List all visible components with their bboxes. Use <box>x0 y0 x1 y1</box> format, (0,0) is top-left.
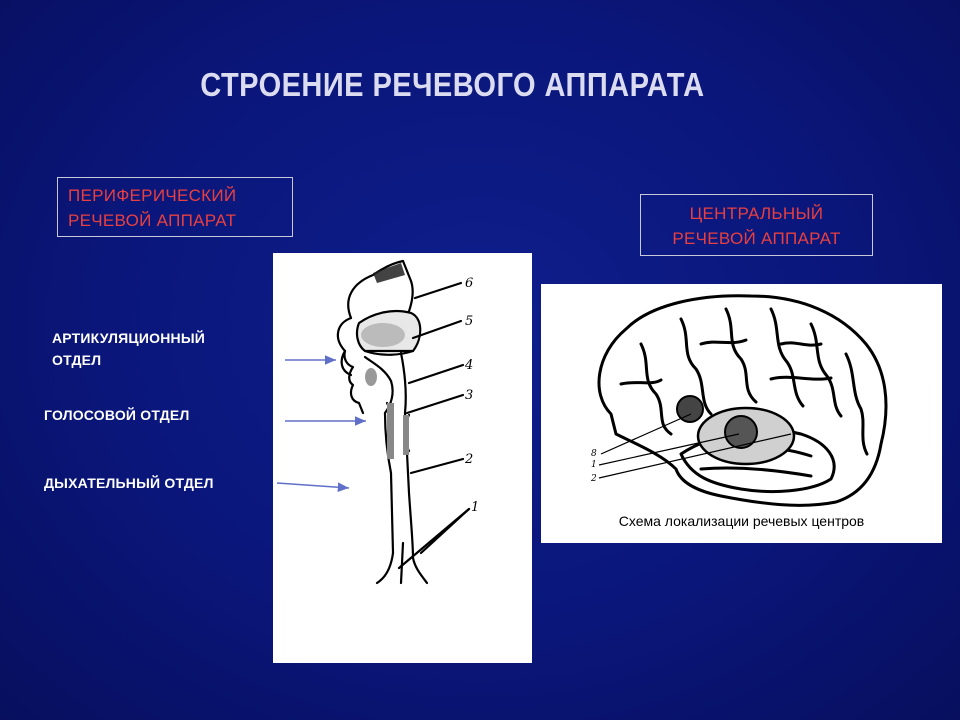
central-line2: РЕЧЕВОЙ АППАРАТ <box>672 229 841 248</box>
brain-drawing <box>541 284 942 543</box>
vocal-tract-drawing <box>273 253 532 663</box>
brain-number-2: 2 <box>591 474 597 484</box>
articulation-label-line1: АРТИКУЛЯЦИОННЫЙ <box>52 330 206 346</box>
respiratory-label: ДЫХАТЕЛЬНЫЙ ОТДЕЛ <box>44 475 214 491</box>
central-apparatus-box <box>640 194 873 256</box>
peripheral-line2: РЕЧЕВОЙ АППАРАТ <box>68 211 237 230</box>
brain-number-8: 8 <box>591 449 597 459</box>
voice-label: ГОЛОСОВОЙ ОТДЕЛ <box>44 407 190 423</box>
anatomy-number-1: 1 <box>471 500 480 515</box>
brain-diagram <box>541 284 942 543</box>
anatomy-number-6: 6 <box>465 276 474 291</box>
anatomy-number-2: 2 <box>465 452 474 467</box>
anatomy-number-5: 5 <box>465 314 474 329</box>
peripheral-apparatus-box <box>57 177 293 237</box>
slide-title: СТРОЕНИЕ РЕЧЕВОГО АППАРАТА <box>200 66 705 103</box>
anatomy-number-3: 3 <box>465 388 474 403</box>
articulation-label <box>52 327 205 371</box>
brain-caption: Схема локализации речевых центров <box>618 513 865 529</box>
brain-number-1: 1 <box>591 460 597 470</box>
vocal-tract-diagram <box>273 253 532 663</box>
articulation-label-line2: ОТДЕЛ <box>52 352 102 368</box>
peripheral-line1: ПЕРИФЕРИЧЕСКИЙ <box>68 186 237 205</box>
anatomy-number-4: 4 <box>465 358 474 373</box>
central-line1: ЦЕНТРАЛЬНЫЙ <box>689 204 824 223</box>
